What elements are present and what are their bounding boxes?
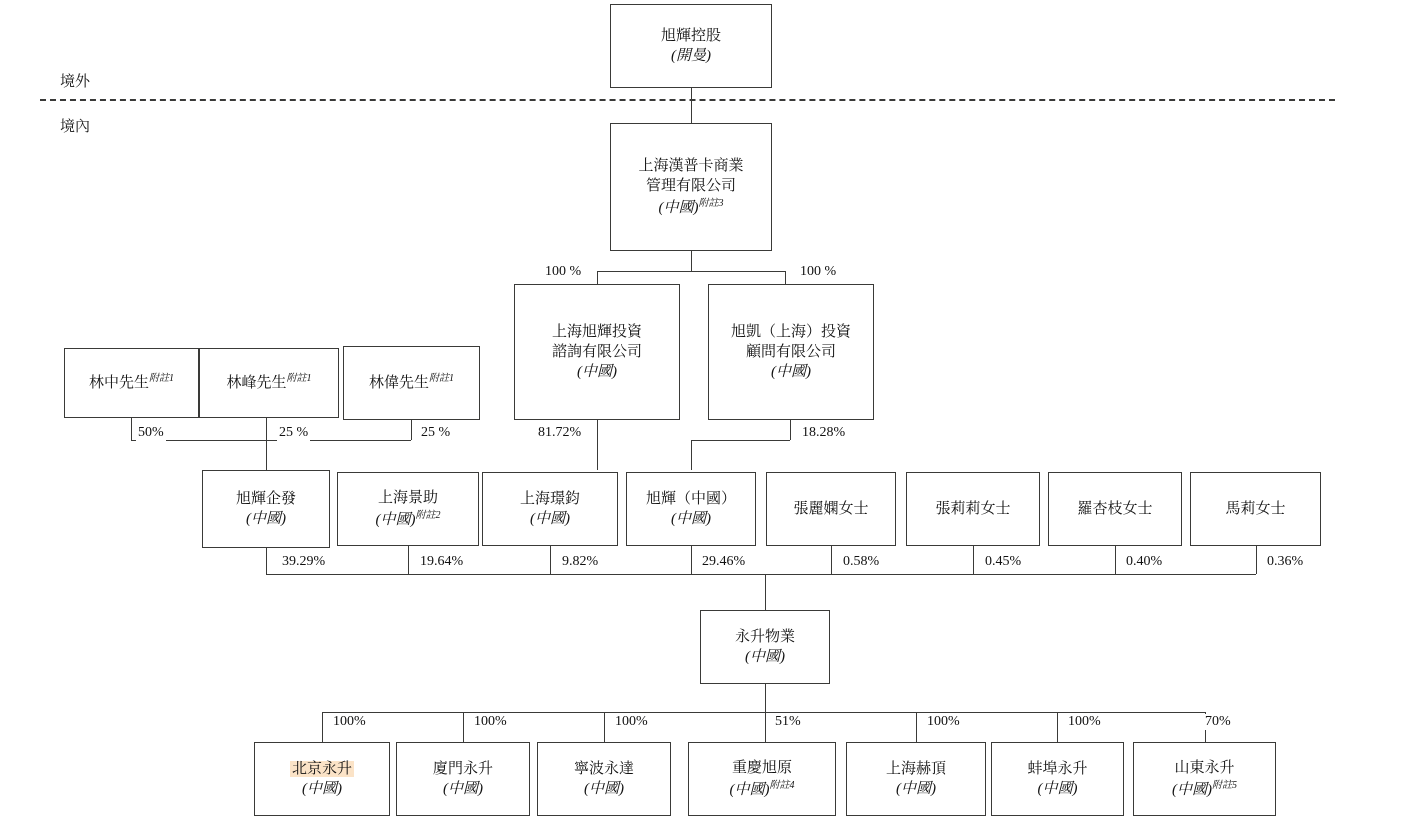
- node-xiamen-yongsheng-line2: (中國): [443, 781, 483, 797]
- edge-jingzhu-down: [408, 546, 409, 574]
- edge-ma-li-down: [1256, 546, 1257, 574]
- node-zhang-lixian: [766, 472, 896, 546]
- edge-huanjun-down: [550, 546, 551, 574]
- node-beijing-yongsheng-line2: (中國): [302, 781, 342, 797]
- edge-top-to-hanpuka: [691, 88, 692, 123]
- node-jingzhu: [337, 472, 479, 546]
- node-xiamen-yongsheng-line1: 廈門永升: [432, 760, 493, 777]
- node-huanjun-line1: 上海璟鈞: [519, 490, 580, 507]
- edge-hanpuka-to-xukai: [785, 271, 786, 284]
- node-lin-feng-line1: 林峰先生$^{附註1}$: [226, 373, 312, 392]
- node-xukai-line2: (中國): [771, 364, 811, 381]
- node-xuhui-cn-line1: 旭輝（中國）: [645, 490, 736, 507]
- edge-zhang-lixian-down: [831, 546, 832, 574]
- edge-lin-wei-down: [411, 420, 412, 440]
- node-bengbu-yongsheng-line1: 蚌埠永升: [1027, 760, 1088, 777]
- node-bengbu-yongsheng: [991, 742, 1124, 816]
- node-top-holding-line1: 旭輝控股: [660, 27, 721, 44]
- node-xukai: [708, 284, 874, 420]
- node-chongqing-xuyuan-line2: (中國)$^{附註4}$: [729, 779, 795, 798]
- node-chongqing-xuyuan-line1: 重慶旭原: [731, 760, 792, 777]
- note-ref-1a: 附註1: [149, 373, 174, 385]
- node-hanpuka-line1: 上海漢普卡商業: [638, 158, 744, 175]
- node-jingzhu-line1: 上海景助: [377, 490, 438, 507]
- edge-label-jingzhu: 19.64%: [420, 554, 464, 569]
- edge-subsidiaries-bus: [322, 712, 1205, 713]
- node-shanghai-heding: [846, 742, 986, 816]
- node-shandong-yongsheng-line2: (中國)$^{附註5}$: [1172, 779, 1237, 798]
- node-qifa-line1: 旭輝企發: [235, 490, 296, 507]
- node-ningbo-yongda: [537, 742, 671, 816]
- note-ref-4: 附註4: [769, 779, 795, 791]
- node-xukai-line1: 旭凱（上海）投資: [730, 323, 851, 340]
- node-lin-zhong: [64, 348, 199, 418]
- node-luo-xingzhi: [1048, 472, 1182, 546]
- node-shanghai-heding-line1: 上海赫頂: [885, 760, 946, 777]
- note-ref-5: 附註5: [1212, 779, 1237, 791]
- node-zhang-lili: [906, 472, 1040, 546]
- edge-label-ningbo: 100%: [615, 714, 648, 729]
- edge-xukai-to-xuhui-cn: [691, 440, 692, 470]
- node-beijing-yongsheng-line1: 北京永升: [291, 760, 352, 777]
- note-ref-1c: 附註1: [429, 373, 454, 385]
- node-ma-li-line1: 馬莉女士: [1225, 500, 1286, 517]
- edge-to-bengbu: [1057, 712, 1058, 742]
- edge-hanpuka-to-xuhui-invest: [597, 271, 598, 284]
- offshore-onshore-divider: [40, 99, 1335, 101]
- edge-yongsheng-stem: [765, 684, 766, 712]
- edge-label-xukai: 18.28%: [802, 425, 846, 440]
- node-luo-xingzhi-line1: 羅杏枝女士: [1077, 500, 1153, 517]
- edge-to-beijing: [322, 712, 323, 742]
- edge-bus-to-yongsheng: [765, 574, 766, 610]
- edge-luo-xingzhi-down: [1115, 546, 1116, 574]
- node-xuhui-cn-line2: (中國): [671, 511, 711, 527]
- edge-xukai-down: [790, 420, 791, 440]
- node-shanghai-heding-line2: (中國): [896, 781, 936, 797]
- node-yongsheng-line2: (中國): [745, 649, 785, 665]
- edge-hanpuka-stem: [691, 251, 692, 271]
- node-shandong-yongsheng-line1: 山東永升: [1174, 760, 1235, 777]
- edge-to-shanghai-heding: [916, 712, 917, 742]
- node-xuhui-invest-line1b: 諮詢有限公司: [551, 343, 642, 360]
- edge-label-lin-zhong: 50%: [138, 425, 164, 440]
- note-ref-2: 附註2: [415, 509, 441, 521]
- node-jingzhu-line2: (中國)$^{附註2}$: [375, 509, 441, 528]
- edge-qifa-down: [266, 548, 267, 574]
- edge-xuhui-cn-down: [691, 546, 692, 574]
- edge-label-shandong: 70%: [1205, 714, 1231, 729]
- node-xukai-line1b: 顧問有限公司: [745, 343, 836, 360]
- node-xuhui-invest-line1: 上海旭輝投資: [551, 323, 642, 340]
- edge-label-xuhui-cn: 29.46%: [702, 554, 746, 569]
- edge-label-huanjun: 9.82%: [562, 554, 599, 569]
- edge-to-xiamen: [463, 712, 464, 742]
- edge-label-chongqing: 51%: [775, 714, 801, 729]
- edge-label-zhang-lili: 0.45%: [985, 554, 1022, 569]
- edge-zhang-lili-down: [973, 546, 974, 574]
- node-beijing-yongsheng: [254, 742, 390, 816]
- node-qifa-line2: (中國): [246, 511, 286, 527]
- node-top-holding: [610, 4, 772, 88]
- note-ref-1b: 附註1: [286, 373, 312, 385]
- node-qifa: [202, 470, 330, 548]
- edge-label-zhang-lixian: 0.58%: [843, 554, 880, 569]
- node-hanpuka-line2: (中國)$^{附註3}$: [658, 197, 724, 216]
- node-lin-wei: [343, 346, 480, 420]
- node-shandong-yongsheng: [1133, 742, 1276, 816]
- edge-label-hanpuka-xukai: 100 %: [800, 264, 837, 279]
- node-ma-li: [1190, 472, 1321, 546]
- node-lin-feng: [199, 348, 339, 418]
- edge-label-xuhui-invest: 81.72%: [538, 425, 582, 440]
- node-bengbu-yongsheng-line2: (中國): [1037, 781, 1078, 797]
- node-xuhui-invest-line2: (中國): [577, 364, 617, 381]
- node-xuhui-cn: [626, 472, 756, 546]
- node-lin-zhong-line1: 林中先生$^{附註1}$: [88, 373, 174, 392]
- node-zhang-lixian-line1: 張麗嫻女士: [793, 500, 869, 517]
- node-xuhui-invest: [514, 284, 680, 420]
- node-hanpuka: [610, 123, 772, 251]
- edge-label-bengbu: 100%: [1068, 714, 1101, 729]
- edge-label-ma-li: 0.36%: [1267, 554, 1304, 569]
- node-xiamen-yongsheng: [396, 742, 530, 816]
- edge-shareholders-bus: [266, 574, 1256, 575]
- edge-label-lin-wei: 25 %: [421, 425, 451, 440]
- edge-to-ningbo: [604, 712, 605, 742]
- edge-label-xiamen: 100%: [474, 714, 507, 729]
- node-zhang-lili-line1: 張莉莉女士: [935, 500, 1011, 517]
- label-offshore: 境外: [60, 74, 91, 90]
- edge-label-hanpuka-xuhui-invest: 100 %: [545, 264, 582, 279]
- edge-label-lin-feng: 25 %: [279, 425, 309, 440]
- edge-label-qifa: 39.29%: [282, 554, 326, 569]
- edge-label-luo-xingzhi: 0.40%: [1126, 554, 1163, 569]
- edge-label-beijing: 100%: [333, 714, 366, 729]
- edge-lin-feng-down: [266, 418, 267, 470]
- edge-xuhui-invest-down: [597, 420, 598, 470]
- edge-hanpuka-bus: [597, 271, 785, 272]
- edge-xukai-across: [691, 440, 790, 441]
- node-lin-wei-line1: 林偉先生$^{附註1}$: [368, 373, 454, 392]
- node-yongsheng: [700, 610, 830, 684]
- node-top-holding-line2: (開曼): [671, 48, 711, 64]
- note-ref-3: 附註3: [698, 197, 724, 209]
- edge-label-shanghai-heding: 100%: [927, 714, 960, 729]
- node-ningbo-yongda-line2: (中國): [584, 781, 624, 797]
- label-onshore: 境內: [60, 119, 91, 135]
- edge-lin-zhong-down: [131, 418, 132, 440]
- node-huanjun: [482, 472, 618, 546]
- node-ningbo-yongda-line1: 寧波永達: [573, 760, 634, 777]
- edge-to-chongqing: [765, 712, 766, 742]
- node-yongsheng-line1: 永升物業: [734, 628, 795, 645]
- node-hanpuka-line1b: 管理有限公司: [645, 178, 736, 195]
- node-huanjun-line2: (中國): [530, 511, 570, 527]
- node-chongqing-xuyuan: [688, 742, 836, 816]
